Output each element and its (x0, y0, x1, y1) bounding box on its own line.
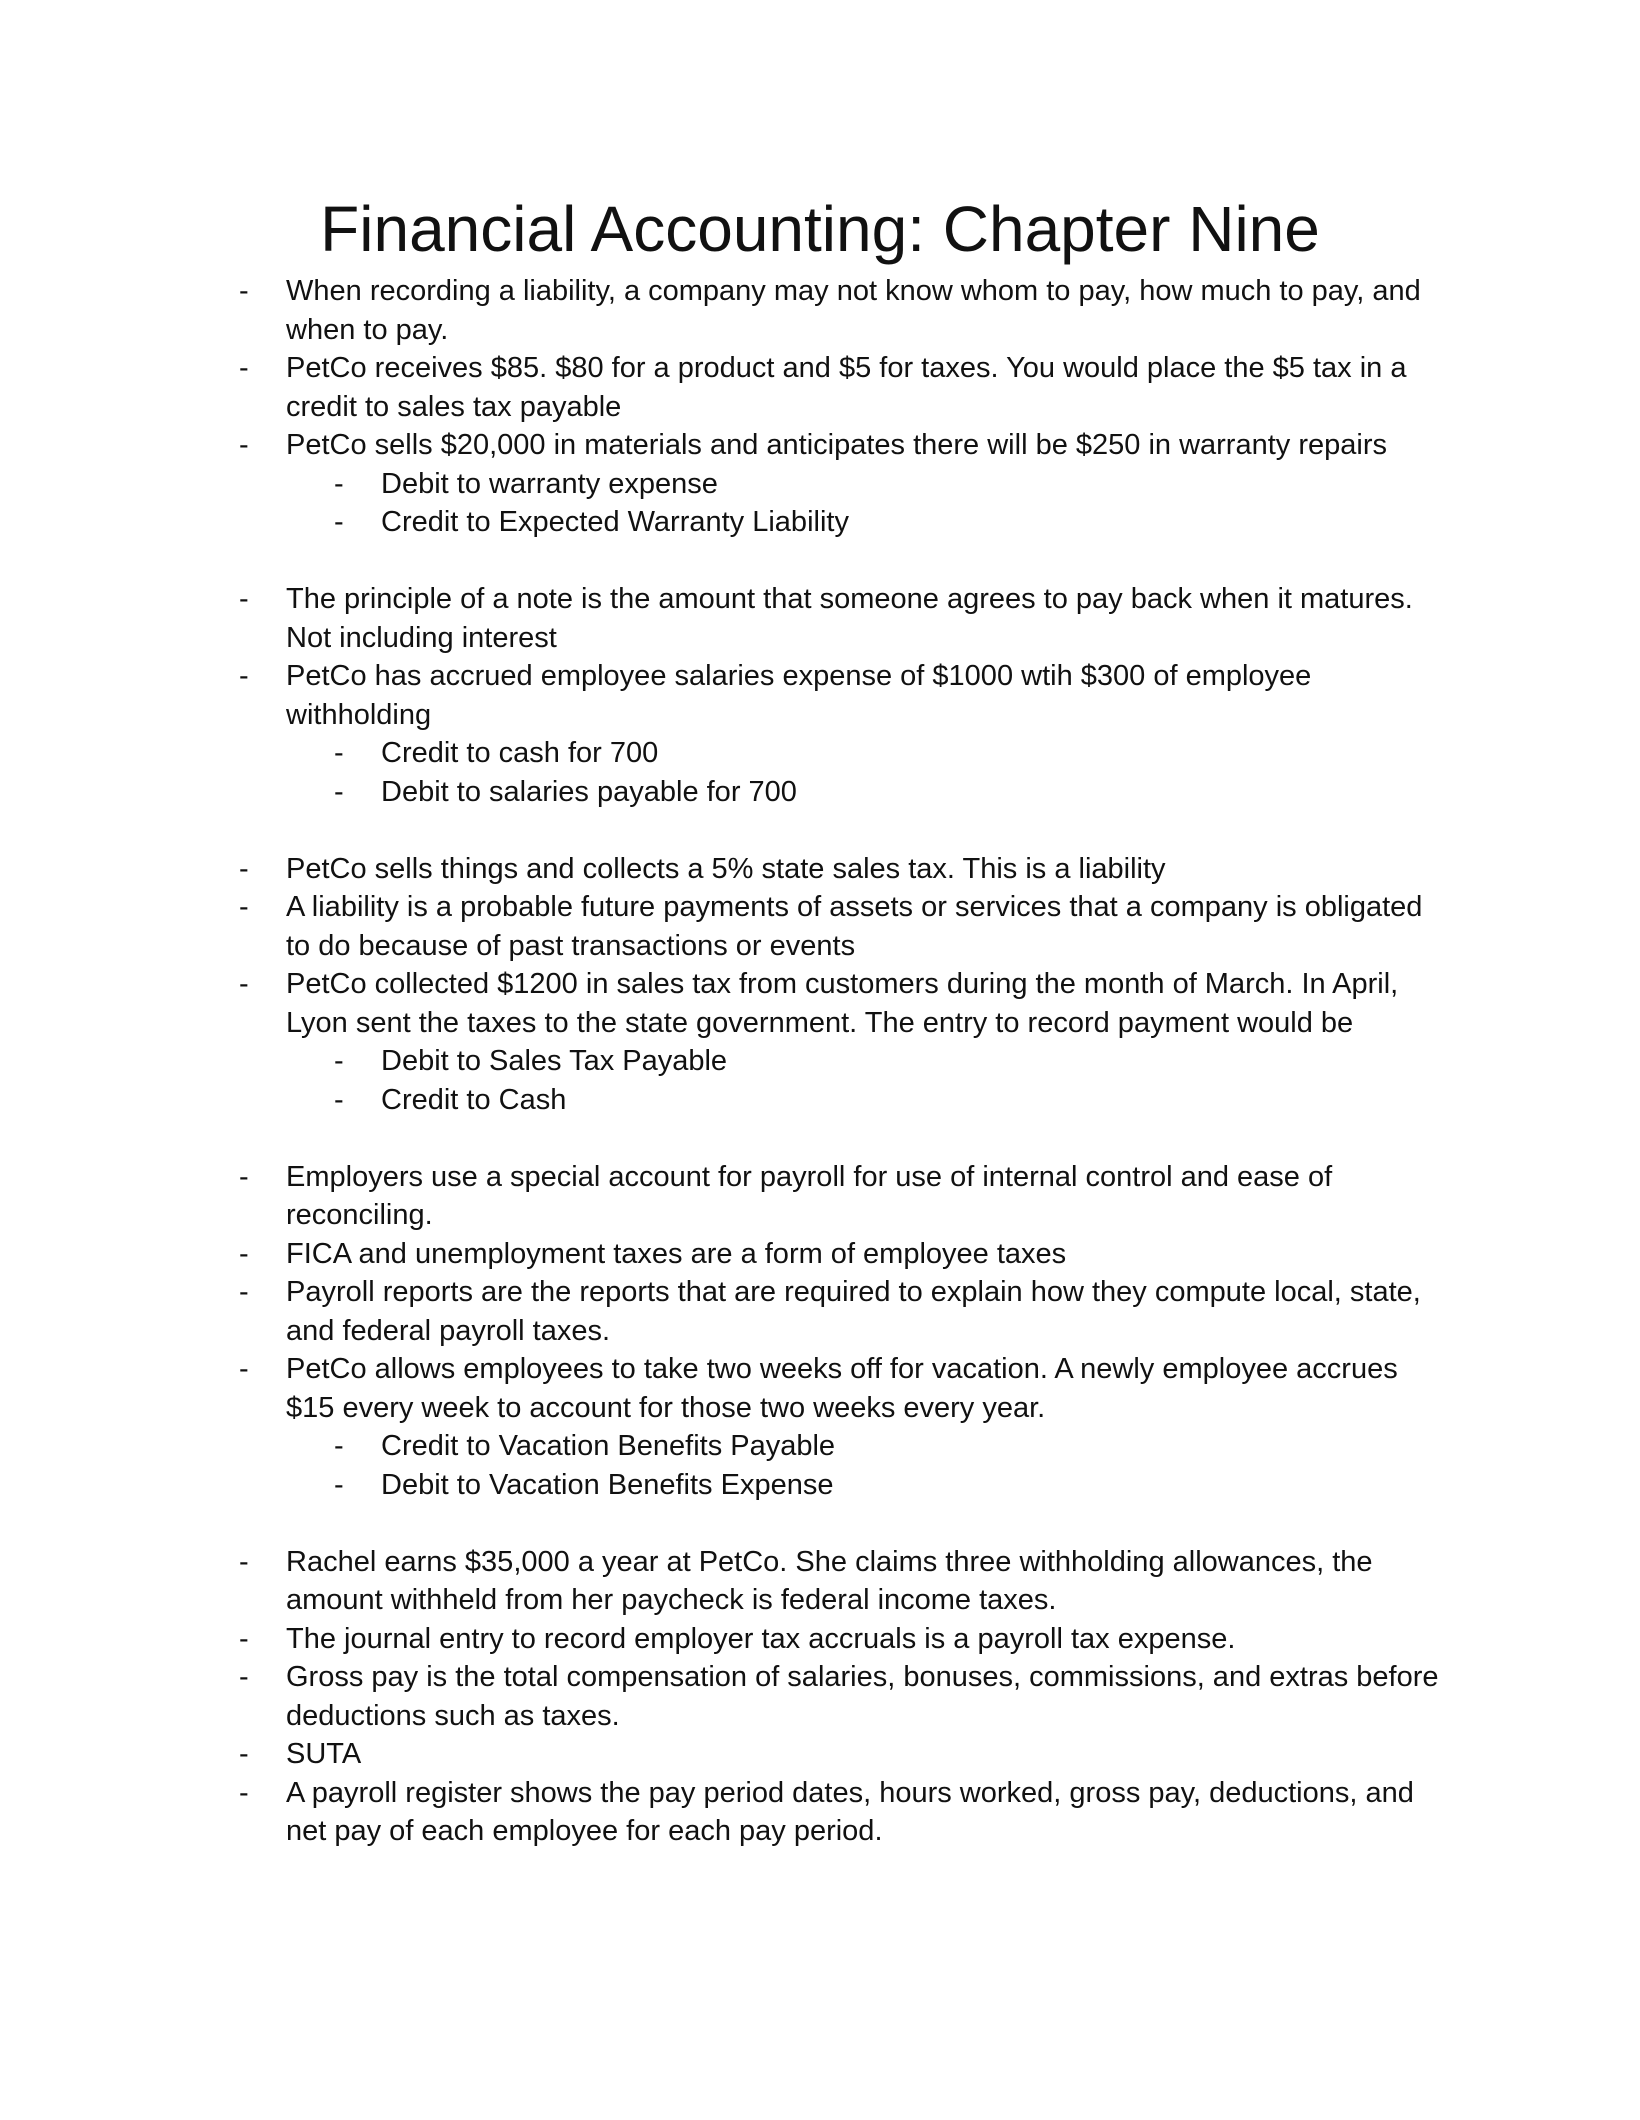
page-title: Financial Accounting: Chapter Nine (320, 193, 1320, 265)
bullet-dash: - (239, 1353, 249, 1385)
sub-list-item (0, 465, 1640, 504)
bullet-dash: - (239, 1661, 249, 1693)
list-item-text: Credit to cash for 700 (381, 737, 659, 769)
sub-list-item (0, 1042, 1640, 1081)
block-spacer (0, 1119, 1640, 1158)
list-item-text: Debit to Vacation Benefits Expense (381, 1468, 834, 1501)
list-item-text: The journal entry to record employer tax accruals is a payroll tax expense. (286, 1622, 1236, 1655)
bullet-dash: - (239, 1276, 249, 1308)
block-spacer (0, 542, 1640, 581)
bullet-dash: - (334, 506, 344, 538)
list-item-text: Credit to Expected Warranty Liability (381, 506, 849, 538)
bullet-dash: - (239, 275, 249, 307)
block-spacer (0, 1504, 1640, 1543)
list-item-text: Rachel earns $35,000 a year at PetCo. She claims three withholding allowances, the amount withheld from her paycheck is federal income taxes. (286, 1545, 1373, 1616)
list-item-text: PetCo sells $20,000 in materials and anticipates there will be $250 in warranty repairs (286, 429, 1387, 461)
bullet-dash: - (239, 1545, 249, 1578)
list-item (0, 1350, 1640, 1427)
list-item-text: When recording a liability, a company may not know whom to pay, how much to pay, and when to pay. (286, 275, 1421, 346)
list-item-text: PetCo receives $85. $80 for a product and $5 for taxes. You would place the $5 tax in a credit to sales tax payable (286, 352, 1407, 423)
list-item (0, 426, 1640, 465)
list-item (0, 1235, 1640, 1274)
bullet-dash: - (239, 1738, 249, 1770)
block-spacer (0, 811, 1640, 850)
list-item (0, 965, 1640, 1042)
list-item-text: PetCo sells things and collects a 5% state sales tax. This is a liability (286, 852, 1166, 885)
notes-list (0, 272, 1640, 1851)
list-item (0, 1735, 1640, 1774)
list-item-text: A liability is a probable future payments of assets or services that a company is obligated to do because of past transactions or events (286, 891, 1423, 962)
bullet-dash: - (239, 429, 249, 461)
list-item-text: PetCo collected $1200 in sales tax from customers during the month of March. In April, Lyon sent the taxes to the state government. The entry to record payment would be (286, 968, 1399, 1039)
sub-list-item (0, 1466, 1640, 1505)
bullet-dash: - (239, 968, 249, 1000)
bullet-dash: - (334, 1083, 344, 1116)
list-item (0, 1543, 1640, 1620)
list-item-text: Credit to Vacation Benefits Payable (381, 1430, 836, 1462)
bullet-dash: - (334, 1045, 344, 1077)
sub-list-item (0, 1081, 1640, 1120)
list-item-text: Credit to Cash (381, 1083, 567, 1116)
bullet-dash: - (239, 1776, 249, 1809)
bullet-dash: - (239, 1160, 249, 1193)
bullet-dash: - (239, 1237, 249, 1270)
list-item (0, 1620, 1640, 1659)
bullet-dash: - (334, 1430, 344, 1462)
list-item-text: Debit to Sales Tax Payable (381, 1045, 728, 1077)
list-item (0, 657, 1640, 734)
sub-list-item (0, 503, 1640, 542)
bullet-dash: - (334, 737, 344, 769)
list-item-text: Employers use a special account for payroll for use of internal control and ease of reconciling. (286, 1160, 1333, 1231)
sub-list-item (0, 734, 1640, 773)
sub-list-item (0, 773, 1640, 812)
list-item-text: The principle of a note is the amount that someone agrees to pay back when it matures. Not including interest (286, 583, 1413, 654)
bullet-dash: - (239, 1622, 249, 1655)
list-item-text: SUTA (286, 1738, 362, 1770)
list-item (0, 888, 1640, 965)
list-item (0, 1158, 1640, 1235)
list-item (0, 1273, 1640, 1350)
bullet-dash: - (334, 775, 344, 808)
list-item-text: A payroll register shows the pay period dates, hours worked, gross pay, deductions, and net pay of each employee for each pay period. (286, 1776, 1414, 1847)
list-item-text: PetCo allows employees to take two weeks off for vacation. A newly employee accrues $15 every week to account for those two weeks every year. (286, 1353, 1398, 1424)
list-item-text: Debit to warranty expense (381, 467, 718, 500)
bullet-dash: - (239, 352, 249, 384)
list-item (0, 349, 1640, 426)
list-item-text: Gross pay is the total compensation of salaries, bonuses, commissions, and extras before deductions such as taxes. (286, 1661, 1439, 1732)
list-item-text: FICA and unemployment taxes are a form of employee taxes (286, 1237, 1067, 1270)
bullet-dash: - (239, 660, 249, 692)
list-item (0, 850, 1640, 889)
list-item-text: Debit to salaries payable for 700 (381, 775, 797, 808)
list-item-text: Payroll reports are the reports that are required to explain how they compute local, state, and federal payroll taxes. (286, 1276, 1421, 1347)
list-item (0, 272, 1640, 349)
list-item (0, 1774, 1640, 1851)
bullet-dash: - (239, 852, 249, 885)
bullet-dash: - (239, 583, 249, 615)
list-item (0, 580, 1640, 657)
bullet-dash: - (334, 1468, 344, 1501)
sub-list-item (0, 1427, 1640, 1466)
bullet-dash: - (239, 891, 249, 923)
list-item (0, 1658, 1640, 1735)
bullet-dash: - (334, 467, 344, 500)
list-item-text: PetCo has accrued employee salaries expense of $1000 wtih $300 of employee withholding (286, 660, 1312, 731)
